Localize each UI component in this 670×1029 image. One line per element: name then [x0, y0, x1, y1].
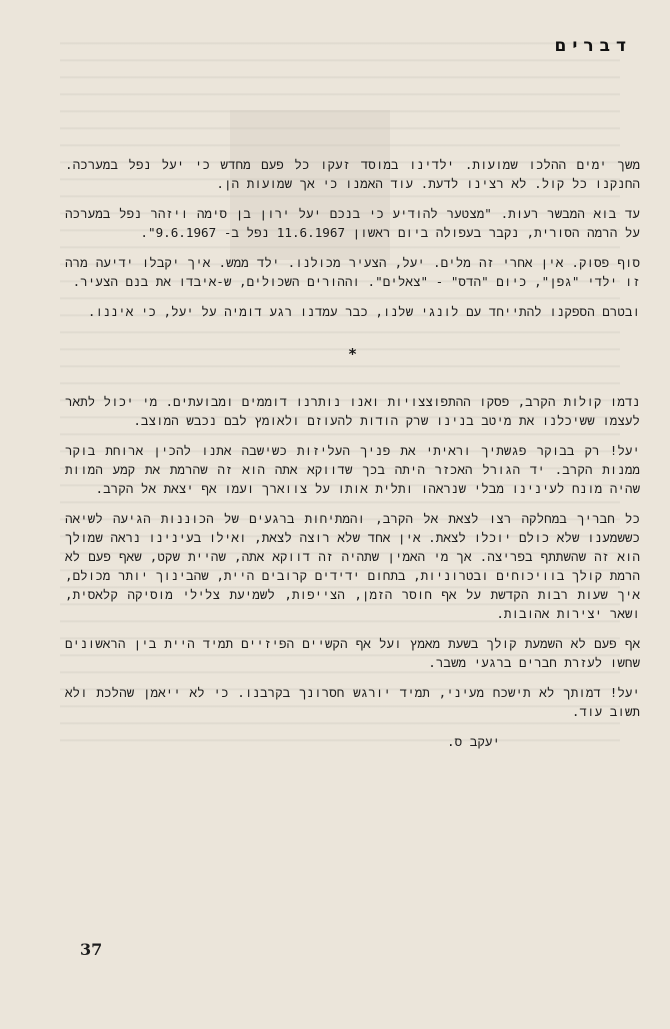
paragraph-notice: עד בוא המבשר רעות. "מצטער להודיע כי בנכם יעל ירון בן סימה ויזהר נפל במערכה על הרמה הסורית, נקבר בעפולה ביום ראשון 11.6.1967 נפל ב- 9.6.1967".	[65, 206, 640, 240]
section-separator: *	[347, 345, 358, 363]
paragraph-morning: יעל! רק בבוקר פגשתיך וראיתי את פניך העליזות כשישבה אתנו להכין ארוחת בוקר ממנות הקרב. יד הגורל האכזר היתה בכך שדווקא אתה הוא זה שהרמת את קמע המוות שהיה מונח לעינינו מבלי שנראהו ותלית אותו על צווארך ועמו אף יצאת אל הקרב.	[65, 443, 640, 496]
section-header: דברים	[554, 36, 632, 56]
paragraph-platoon: כל חבריך במחלקה רצו לצאת אל הקרב, והמתיחות ברגעים של הכוננות הגיעה לשיאה כששמענו שלא כולם יוכלו לצאת. אין אחד שלא רוצה לצאת, ואילו בעינינו נראה שמולך הוא זה שהשתתף בפריצה. אך מי האמין שתהיה זה דווקא אתה, שהיית שקט, שאף פעם לא הרמת קולך בוויכוחים ובטרוניות, בתחום ידידים קרובים היית, שהבינוך יותר מכולם, איך שעות רבות הקדשת על אף חוסר הזמן, הצייפות, לשמיעת צלילי מוסיקה קלאסית, ושאר יצירות אהובות.	[65, 511, 640, 621]
paragraph-battle-sounds: נדמו קולות הקרב, פסקו ההתפוצצויות ואנו נותרנו דוממים ומבועתים. מי יכול לתאר לעצמו ששיכלנו את מיטב בנינו שרק הודות להעוזם ולאומץ לבם נכבש המוצב.	[65, 394, 640, 428]
body-text	[65, 155, 640, 762]
paragraph-end-of-verse: סוף פסוק. אין אחרי זה מלים. יעל, הצעיר מכולנו. ילד ממש. איך יקבלו ידיעה מרה זו ילדי "גפן", כיום "הדס" - "צאלים". וההורים השכולים, ש-איבדו את בנם הצעיר.	[65, 255, 640, 289]
paragraph-rumors: משך ימים ההלכו שמועות. ילדינו במוסד זעקו כל פעם מחדש כי יעל נפל במערכה. החנקנו כל קול. לא רצינו לדעת. עוד האמנו כי אך שמועות הן.	[65, 157, 640, 191]
paragraph-farewell: יעל! דמותך לא תישכח מעיני, תמיד יורגש חסרונך בקרבנו. כי לא ייאמן שהלכת ולא תשוב עוד.	[65, 685, 640, 719]
paragraph-never-raised-voice: אף פעם לא השמעת קולך בשעת מאמץ ועל אף הקשיים הפיזיים תמיד היית בין הראשונים שחשו לעזרת חברים ברגעי משבר.	[65, 636, 640, 670]
page-number: 37	[80, 940, 103, 959]
paragraph-silence: ובטרם הספקנו להתייחד עם לונגי שלנו, כבר עמדנו רגע דומיה על יעל, כי איננו.	[87, 304, 640, 319]
signature: יעקב ס.	[447, 734, 500, 749]
